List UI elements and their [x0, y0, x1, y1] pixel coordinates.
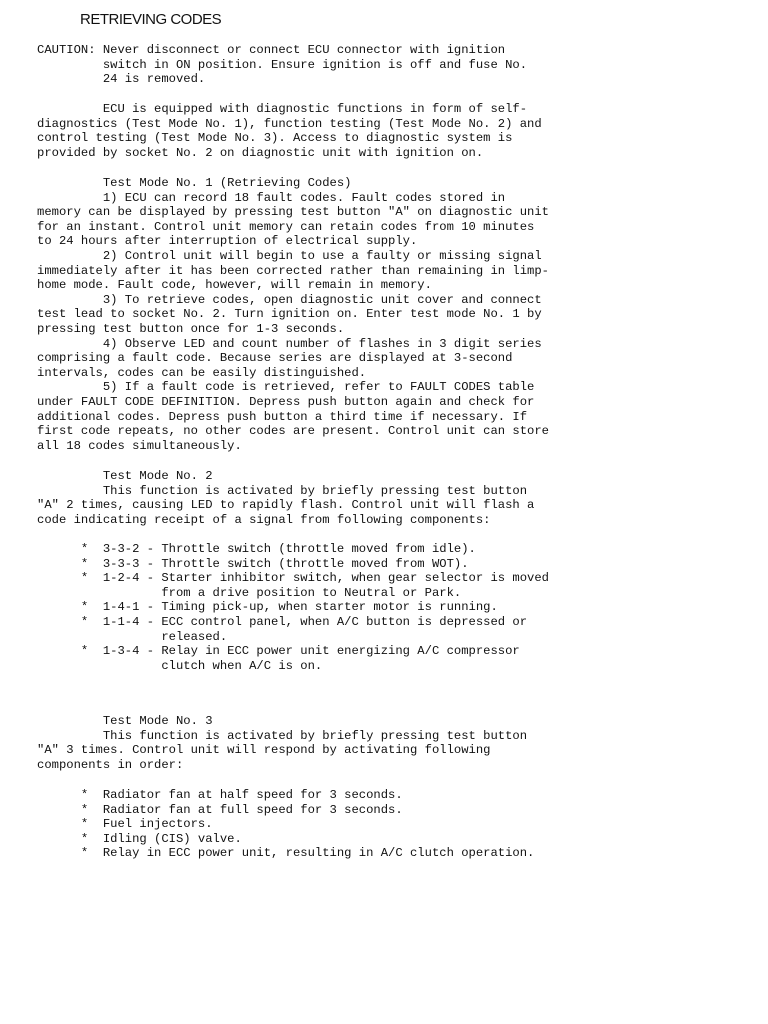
- test-mode-3-section: [37, 714, 737, 772]
- mode1-line: Test Mode No. 1 (Retrieving Codes): [37, 176, 352, 190]
- caution-line: switch in ON position. Ensure ignition is off and fuse No.: [37, 57, 528, 72]
- page-title: RETRIEVING CODES: [80, 11, 222, 28]
- mode2-items-line: * 3-3-2 - Throttle switch (throttle moved from idle).: [37, 542, 476, 556]
- mode2-items-line: released.: [37, 629, 228, 644]
- caution-line: 24 is removed.: [37, 72, 206, 87]
- mode1-line: first code repeats, no other codes are present. Control unit can store: [37, 424, 549, 439]
- caution-block: [37, 43, 737, 87]
- test-mode-1-section: [37, 176, 737, 453]
- mode1-line: home mode. Fault code, however, will remain in memory.: [37, 278, 432, 293]
- mode2-items-line: * 1-4-1 - Timing pick-up, when starter motor is running.: [37, 600, 498, 615]
- mode1-line: to 24 hours after interruption of electrical supply.: [37, 234, 418, 249]
- caution-line: CAUTION: Never disconnect or connect ECU connector with ignition: [37, 43, 506, 57]
- mode1-line: 5) If a fault code is retrieved, refer to FAULT CODES table: [37, 380, 535, 395]
- mode3-items-line: * Radiator fan at half speed for 3 seconds.: [37, 788, 403, 802]
- mode1-line: 2) Control unit will begin to use a faulty or missing signal: [37, 248, 542, 263]
- intro-line: diagnostics (Test Mode No. 1), function testing (Test Mode No. 2) and: [37, 116, 542, 131]
- mode3-line: Test Mode No. 3: [37, 714, 213, 728]
- mode1-line: memory can be displayed by pressing test button "A" on diagnostic unit: [37, 205, 549, 220]
- mode1-line: comprising a fault code. Because series are displayed at 3-second: [37, 351, 513, 366]
- mode2-line: code indicating receipt of a signal from following components:: [37, 512, 491, 527]
- mode2-line: Test Mode No. 2: [37, 469, 213, 483]
- test-mode-2-list: [37, 542, 737, 673]
- mode1-line: all 18 codes simultaneously.: [37, 438, 242, 453]
- intro-line: control testing (Test Mode No. 3). Access to diagnostic system is: [37, 131, 513, 146]
- mode1-line: 3) To retrieve codes, open diagnostic unit cover and connect: [37, 292, 542, 307]
- mode2-items-line: * 1-2-4 - Starter inhibitor switch, when gear selector is moved: [37, 571, 549, 586]
- mode2-items-line: from a drive position to Neutral or Park.: [37, 585, 462, 600]
- intro-paragraph: [37, 102, 737, 160]
- mode3-items-line: * Radiator fan at full speed for 3 seconds.: [37, 802, 403, 817]
- mode3-line: This function is activated by briefly pressing test button: [37, 728, 528, 743]
- mode2-items-line: clutch when A/C is on.: [37, 658, 323, 673]
- mode1-line: under FAULT CODE DEFINITION. Depress push button again and check for: [37, 394, 535, 409]
- mode1-line: for an instant. Control unit memory can retain codes from 10 minutes: [37, 219, 535, 234]
- mode1-line: 4) Observe LED and count number of flashes in 3 digit series: [37, 336, 542, 351]
- mode1-line: intervals, codes can be easily distinguished.: [37, 365, 367, 380]
- test-mode-3-list: [37, 788, 737, 861]
- mode1-line: additional codes. Depress push button a third time if necessary. If: [37, 409, 528, 424]
- mode2-items-line: * 1-1-4 - ECC control panel, when A/C button is depressed or: [37, 614, 528, 629]
- mode3-items-line: * Idling (CIS) valve.: [37, 831, 242, 846]
- intro-line: provided by socket No. 2 on diagnostic unit with ignition on.: [37, 145, 484, 160]
- test-mode-2-section: [37, 469, 737, 527]
- mode3-line: "A" 3 times. Control unit will respond by activating following: [37, 743, 491, 758]
- mode1-line: immediately after it has been corrected rather than remaining in limp-: [37, 263, 549, 278]
- mode2-line: "A" 2 times, causing LED to rapidly flash. Control unit will flash a: [37, 498, 535, 513]
- mode3-items-line: * Relay in ECC power unit, resulting in A/C clutch operation.: [37, 846, 535, 861]
- mode1-line: test lead to socket No. 2. Turn ignition on. Enter test mode No. 1 by: [37, 307, 542, 322]
- intro-line: ECU is equipped with diagnostic functions in form of self-: [37, 102, 528, 116]
- mode2-items-line: * 3-3-3 - Throttle switch (throttle moved from WOT).: [37, 556, 469, 571]
- mode3-line: components in order:: [37, 757, 184, 772]
- mode2-items-line: * 1-3-4 - Relay in ECC power unit energizing A/C compressor: [37, 644, 520, 659]
- mode2-line: This function is activated by briefly pressing test button: [37, 483, 528, 498]
- mode3-items-line: * Fuel injectors.: [37, 817, 213, 832]
- mode1-line: 1) ECU can record 18 fault codes. Fault codes stored in: [37, 190, 506, 205]
- mode1-line: pressing test button once for 1-3 seconds.: [37, 321, 345, 336]
